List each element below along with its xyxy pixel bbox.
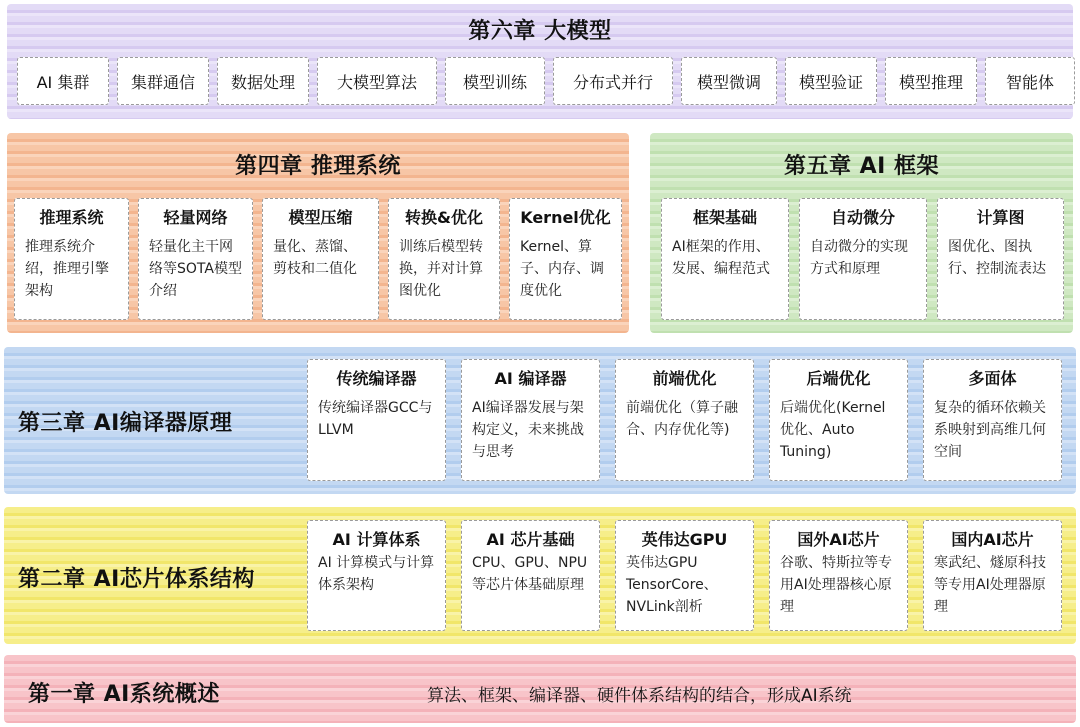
ch3-card-traditional-compiler (307, 359, 446, 481)
ch3-card-frontend-optimization (615, 359, 754, 481)
ch3-card-desc: 复杂的循环依赖关系映射到高维几何空间 (934, 400, 1046, 460)
ch3-card-desc: 前端优化（算子融合、内存优化等) (626, 400, 738, 438)
ch6-item-model-validation: 模型验证 (785, 57, 877, 105)
chapter-5-title: 第五章 AI 框架 (783, 154, 940, 179)
ch3-card-ai-compiler (461, 359, 600, 481)
ch3-card-desc: 传统编译器GCC与LLVM (318, 400, 433, 438)
chapter-6-items (17, 57, 1075, 105)
ch2-card-nvidia-gpu (615, 520, 754, 631)
ch6-item-model-inference: 模型推理 (885, 57, 977, 105)
ch5-card-title: 计算图 (976, 208, 1025, 227)
ch2-card-foreign-ai-chips (769, 520, 908, 631)
ch2-card-title: 国内AI芯片 (951, 530, 1034, 549)
ch2-card-title: AI 芯片基础 (486, 530, 575, 549)
ch4-card-desc: 推理系统介绍，推理引擎架构 (25, 239, 109, 299)
chapter-1-summary: 算法、框架、编译器、硬件体系结构的结合，形成AI系统 (427, 686, 852, 706)
chapter-4-title: 第四章 推理系统 (235, 154, 401, 179)
ch5-card-framework-basics (661, 198, 789, 320)
ch2-card-title: 国外AI芯片 (797, 530, 880, 549)
ch4-card-title: 转换&优化 (405, 208, 483, 227)
ch4-card-desc: 训练后模型转换，并对计算图优化 (399, 239, 483, 299)
ch3-card-title: 传统编译器 (336, 369, 417, 388)
ch3-card-desc: 后端优化(Kernel优化、Auto Tuning) (780, 400, 886, 460)
ch4-card-title: Kernel优化 (520, 208, 611, 227)
ch4-card-model-compression (262, 198, 379, 320)
ch4-card-inference-system (14, 198, 129, 320)
ch3-card-title: AI 编译器 (494, 369, 567, 388)
ch4-card-conversion-optimization (388, 198, 500, 320)
ch2-card-title: AI 计算体系 (332, 530, 421, 549)
ch5-card-autodiff (799, 198, 927, 320)
chapter-6-title: 第六章 大模型 (468, 19, 612, 44)
chapter-1-title: 第一章 AI系统概述 (28, 682, 220, 707)
ch3-card-desc: AI编译器发展与架构定义，未来挑战与思考 (472, 400, 584, 460)
chapter-2-title: 第二章 AI芯片体系结构 (18, 567, 255, 592)
ch4-card-title: 模型压缩 (288, 208, 353, 227)
ch4-card-desc: 轻量化主干网络等SOTA模型介绍 (149, 239, 242, 299)
ch2-card-desc: 寒武纪、燧原科技等专用AI处理器原理 (934, 555, 1046, 615)
ch3-card-title: 多面体 (968, 369, 1017, 388)
ch3-card-backend-optimization (769, 359, 908, 481)
ch5-card-computation-graph (937, 198, 1064, 320)
ch5-card-desc: 图优化、图执行、控制流表达 (948, 239, 1046, 277)
ch5-card-desc: AI框架的作用、发展、编程范式 (672, 239, 770, 277)
ch4-card-title: 轻量网络 (163, 208, 228, 227)
ch5-card-desc: 自动微分的实现方式和原理 (810, 239, 908, 277)
ch5-card-title: 框架基础 (692, 208, 757, 227)
ch3-card-title: 后端优化 (806, 369, 871, 388)
ch6-item-distributed-parallel: 分布式并行 (553, 57, 673, 105)
ch2-card-desc: CPU、GPU、NPU等芯片体基础原理 (472, 555, 588, 593)
ch4-card-lightweight-network (138, 198, 253, 320)
ch2-card-ai-compute-system (307, 520, 446, 631)
ch2-card-desc: 谷歌、特斯拉等专用AI处理器核心原理 (780, 555, 892, 615)
ch6-item-cluster-comm: 集群通信 (117, 57, 209, 105)
ch3-card-polyhedral (923, 359, 1062, 481)
ch6-item-agent: 智能体 (985, 57, 1075, 105)
ch6-item-llm-algorithm: 大模型算法 (317, 57, 437, 105)
chapter-3-title: 第三章 AI编译器原理 (18, 411, 233, 436)
ch4-card-kernel-optimization (509, 198, 622, 320)
ch2-card-ai-chip-basics (461, 520, 600, 631)
ch3-card-title: 前端优化 (652, 369, 717, 388)
ch2-card-domestic-ai-chips (923, 520, 1062, 631)
ch2-card-desc: AI 计算模式与计算体系架构 (318, 555, 435, 593)
ch2-card-title: 英伟达GPU (641, 530, 728, 549)
ch6-item-data-processing: 数据处理 (217, 57, 309, 105)
ch4-card-desc: 量化、蒸馏、剪枝和二值化 (273, 239, 357, 277)
ch4-card-title: 推理系统 (39, 208, 104, 227)
ch6-item-model-finetune: 模型微调 (681, 57, 777, 105)
ch4-card-desc: Kernel、算子、内存、调度优化 (520, 239, 604, 299)
ch6-item-ai-cluster: AI 集群 (17, 57, 109, 105)
ch6-item-model-training: 模型训练 (445, 57, 545, 105)
ch2-card-desc: 英伟达GPU TensorCore、NVLink剖析 (626, 555, 718, 615)
ch5-card-title: 自动微分 (830, 208, 895, 227)
